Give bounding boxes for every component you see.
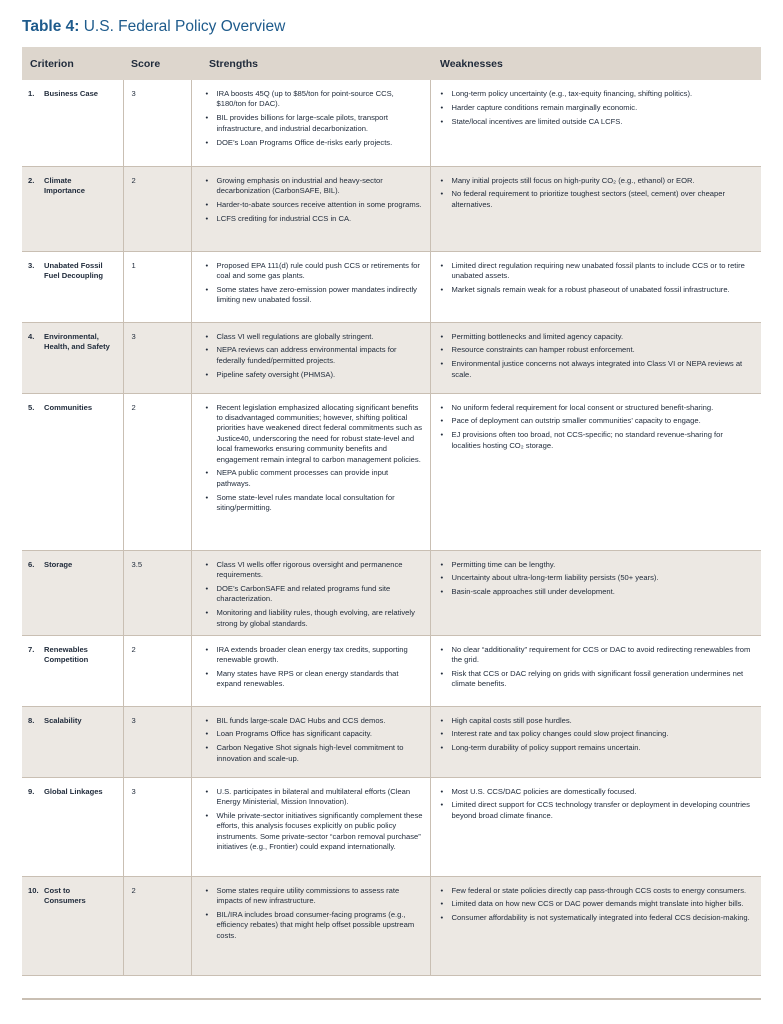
header-criterion: Criterion <box>22 47 123 80</box>
score-cell: 3 <box>123 80 191 166</box>
table-row <box>22 251 761 322</box>
table-row <box>22 550 761 635</box>
weaknesses-cell <box>430 876 761 975</box>
header-weaknesses: Weaknesses <box>430 47 761 80</box>
criterion-cell <box>22 550 123 635</box>
weakness-item: • Interest rate and tax policy changes could slow project financing. <box>439 729 752 739</box>
criterion-name: Scalability <box>44 715 82 725</box>
strength-item: • Recent legislation emphasized allocating significant benefits to disadvantaged communities; however, shifting political priorities have weakened direct federal commitments such as Justice40, underscoring the need for robust state-level and local frameworks ensuring community benefits and engagement remain integral to carbon management policies. <box>204 403 424 465</box>
strengths-list <box>204 261 424 306</box>
weaknesses-cell <box>430 706 761 777</box>
criterion-cell <box>22 393 123 550</box>
weaknesses-cell <box>430 166 761 251</box>
score-cell: 1 <box>123 251 191 322</box>
table-row <box>22 393 761 550</box>
strengths-list <box>204 886 424 942</box>
strength-item: • DOE’s Loan Programs Office de-risks early projects. <box>204 138 424 148</box>
score-cell: 2 <box>123 876 191 975</box>
score-cell: 3.5 <box>123 550 191 635</box>
strength-item: • Growing emphasis on industrial and heavy-sector decarbonization (CarbonSAFE, BIL). <box>204 176 424 197</box>
score-cell: 3 <box>123 322 191 393</box>
strength-item: • IRA extends broader clean energy tax credits, supporting renewable growth. <box>204 645 424 666</box>
strength-item: • Some states have zero-emission power mandates indirectly limiting new unabated fossil. <box>204 285 424 306</box>
weaknesses-list <box>439 645 752 690</box>
strength-item: • Class VI well regulations are globally stringent. <box>204 332 424 342</box>
header-strengths: Strengths <box>191 47 430 80</box>
criterion-cell <box>22 706 123 777</box>
weakness-item: • State/local incentives are limited outside CA LCFS. <box>439 117 752 127</box>
strength-item: • Loan Programs Office has significant capacity. <box>204 729 424 739</box>
score-cell: 2 <box>123 635 191 706</box>
criterion-cell <box>22 80 123 166</box>
strengths-cell <box>191 635 430 706</box>
weakness-item: • Risk that CCS or DAC relying on grids with significant fossil generation undermines net climate benefits. <box>439 669 752 690</box>
header-score: Score <box>123 47 191 80</box>
criterion-number: 6. <box>28 559 35 569</box>
weaknesses-list <box>439 886 752 924</box>
criterion-number: 10. <box>28 885 39 895</box>
criterion-number: 4. <box>28 331 35 341</box>
weakness-item: • Market signals remain weak for a robust phaseout of unabated fossil infrastructure. <box>439 285 752 295</box>
strength-item: • Harder-to-abate sources receive attention in some programs. <box>204 200 424 210</box>
strength-item: • Some states require utility commissions to assess rate impacts of new infrastructure. <box>204 886 424 907</box>
criterion-number: 5. <box>28 402 35 412</box>
weakness-item: • Permitting bottlenecks and limited agency capacity. <box>439 332 752 342</box>
strengths-cell <box>191 706 430 777</box>
weaknesses-cell <box>430 777 761 876</box>
header-row <box>22 47 761 80</box>
criterion-name: Cost to Consumers <box>44 885 86 905</box>
criterion-cell <box>22 166 123 251</box>
strengths-cell <box>191 251 430 322</box>
criterion-name: Global Linkages <box>44 786 103 796</box>
weakness-item: • Resource constraints can hamper robust enforcement. <box>439 345 752 355</box>
table-title <box>22 18 285 36</box>
strength-item: • NEPA public comment processes can provide input pathways. <box>204 468 424 489</box>
strength-item: • U.S. participates in bilateral and multilateral efforts (Clean Energy Ministerial, Mission Innovation). <box>204 787 424 808</box>
strength-item: • NEPA reviews can address environmental impacts for federally funded/permitted projects. <box>204 345 424 366</box>
score-cell: 3 <box>123 777 191 876</box>
weaknesses-list <box>439 261 752 296</box>
score-cell: 3 <box>123 706 191 777</box>
strengths-cell <box>191 550 430 635</box>
table-row <box>22 322 761 393</box>
strength-item: • Proposed EPA 111(d) rule could push CCS or retirements for coal and some gas plants. <box>204 261 424 282</box>
criterion-number: 3. <box>28 260 35 270</box>
strength-item: • BIL/IRA includes broad consumer-facing programs (e.g., efficiency rebates) that might help offset possible upstream costs. <box>204 910 424 941</box>
weakness-item: • Many initial projects still focus on high-purity CO₂ (e.g., ethanol) or EOR. <box>439 176 752 186</box>
criterion-name: Storage <box>44 559 73 569</box>
weaknesses-cell <box>430 80 761 166</box>
weaknesses-list <box>439 787 752 822</box>
strengths-cell <box>191 393 430 550</box>
criterion-cell <box>22 251 123 322</box>
strengths-list <box>204 332 424 381</box>
weakness-item: • Pace of deployment can outstrip smaller communities’ capacity to engage. <box>439 416 752 426</box>
weakness-item: • Harder capture conditions remain marginally economic. <box>439 103 752 113</box>
weakness-item: • Most U.S. CCS/DAC policies are domestically focused. <box>439 787 752 797</box>
weakness-item: • Uncertainty about ultra-long-term liability persists (50+ years). <box>439 573 752 583</box>
table-row <box>22 777 761 876</box>
table-row <box>22 166 761 251</box>
strength-item: • Some state-level rules mandate local consultation for siting/permitting. <box>204 493 424 514</box>
table-row <box>22 635 761 706</box>
strength-item: • Carbon Negative Shot signals high-level commitment to innovation and scale-up. <box>204 743 424 764</box>
criterion-number: 8. <box>28 715 35 725</box>
table-title-text: U.S. Federal Policy Overview <box>83 18 286 35</box>
weaknesses-list <box>439 716 752 754</box>
weakness-item: • EJ provisions often too broad, not CCS-specific; no standard revenue-sharing for localities hosting CO₂ storage. <box>439 430 752 451</box>
strengths-list <box>204 89 424 148</box>
strengths-list <box>204 645 424 690</box>
weakness-item: • Limited direct regulation requiring new unabated fossil plants to include CCS or to retire unabated assets. <box>439 261 752 282</box>
weakness-item: • Long-term policy uncertainty (e.g., tax-equity financing, shifting politics). <box>439 89 752 99</box>
strengths-list <box>204 560 424 629</box>
weaknesses-cell <box>430 322 761 393</box>
weaknesses-list <box>439 176 752 211</box>
weakness-item: • Basin-scale approaches still under development. <box>439 587 752 597</box>
strength-item: • While private-sector initiatives significantly complement these efforts, this analysis focuses explicitly on public policy instruments. Some private-sector “carbon removal purchase” initiatives (e.g., Frontier) could expand internationally. <box>204 811 424 853</box>
criterion-number: 2. <box>28 175 35 185</box>
policy-table <box>22 47 761 976</box>
criterion-name: Climate Importance <box>44 175 85 195</box>
weakness-item: • Permitting time can be lengthy. <box>439 560 752 570</box>
strength-item: • Monitoring and liability rules, though evolving, are relatively strong by global standards. <box>204 608 424 629</box>
strengths-list <box>204 716 424 765</box>
criterion-number: 9. <box>28 786 35 796</box>
weakness-item: • Few federal or state policies directly cap pass-through CCS costs to energy consumers. <box>439 886 752 896</box>
criterion-number: 1. <box>28 89 35 98</box>
weaknesses-list <box>439 89 752 127</box>
weakness-item: • Consumer affordability is not systematically integrated into federal CCS decision-making. <box>439 913 752 923</box>
weakness-item: • High capital costs still pose hurdles. <box>439 716 752 726</box>
table-row <box>22 706 761 777</box>
criterion-cell <box>22 322 123 393</box>
weaknesses-list <box>439 403 752 452</box>
weakness-item: • Environmental justice concerns not always integrated into Class VI or NEPA reviews at scale. <box>439 359 752 380</box>
strength-item: • BIL funds large-scale DAC Hubs and CCS demos. <box>204 716 424 726</box>
weaknesses-cell <box>430 251 761 322</box>
score-cell: 2 <box>123 166 191 251</box>
strengths-list <box>204 176 424 225</box>
weakness-item: • Limited data on how new CCS or DAC power demands might translate into higher bills. <box>439 899 752 909</box>
strengths-cell <box>191 777 430 876</box>
weakness-item: • No federal requirement to prioritize toughest sectors (steel, cement) over cheaper alternatives. <box>439 189 752 210</box>
strengths-cell <box>191 322 430 393</box>
weaknesses-cell <box>430 550 761 635</box>
criterion-name: Communities <box>44 402 93 412</box>
criterion-cell <box>22 635 123 706</box>
weaknesses-list <box>439 560 752 598</box>
criterion-name: Unabated Fossil Fuel Decoupling <box>44 260 104 280</box>
strengths-list <box>204 403 424 514</box>
bottom-rule <box>22 998 761 1000</box>
strength-item: • Class VI wells offer rigorous oversight and permanence requirements. <box>204 560 424 581</box>
weaknesses-cell <box>430 393 761 550</box>
strengths-cell <box>191 80 430 166</box>
strengths-list <box>204 787 424 853</box>
weaknesses-list <box>439 332 752 381</box>
table-number: Table 4: <box>22 18 80 35</box>
weakness-item: • Long-term durability of policy support remains uncertain. <box>439 743 752 753</box>
strength-item: • BIL provides billions for large-scale pilots, transport infrastructure, and industrial decarbonization. <box>204 113 424 134</box>
weakness-item: • No uniform federal requirement for local consent or structured benefit-sharing. <box>439 403 752 413</box>
table-row <box>22 80 761 166</box>
criterion-name: Renewables Competition <box>44 644 89 664</box>
strength-item: • Many states have RPS or clean energy standards that expand renewables. <box>204 669 424 690</box>
criterion-name: Environmental, Health, and Safety <box>44 331 110 351</box>
strengths-cell <box>191 166 430 251</box>
criterion-number: 7. <box>28 644 35 654</box>
strengths-cell <box>191 876 430 975</box>
strength-item: • LCFS crediting for industrial CCS in CA. <box>204 214 424 224</box>
strength-item: • IRA boosts 45Q (up to $85/ton for point-source CCS, $180/ton for DAC). <box>204 89 424 110</box>
criterion-cell <box>22 777 123 876</box>
weaknesses-cell <box>430 635 761 706</box>
strength-item: • Pipeline safety oversight (PHMSA). <box>204 370 424 380</box>
table-row <box>22 876 761 975</box>
score-cell: 2 <box>123 393 191 550</box>
criterion-name: Business Case <box>44 89 99 98</box>
weakness-item: • Limited direct support for CCS technology transfer or deployment in developing countries beyond broad climate finance. <box>439 800 752 821</box>
weakness-item: • No clear “additionality” requirement for CCS or DAC to avoid redirecting renewables from the grid. <box>439 645 752 666</box>
strength-item: • DOE’s CarbonSAFE and related programs fund site characterization. <box>204 584 424 605</box>
criterion-cell <box>22 876 123 975</box>
